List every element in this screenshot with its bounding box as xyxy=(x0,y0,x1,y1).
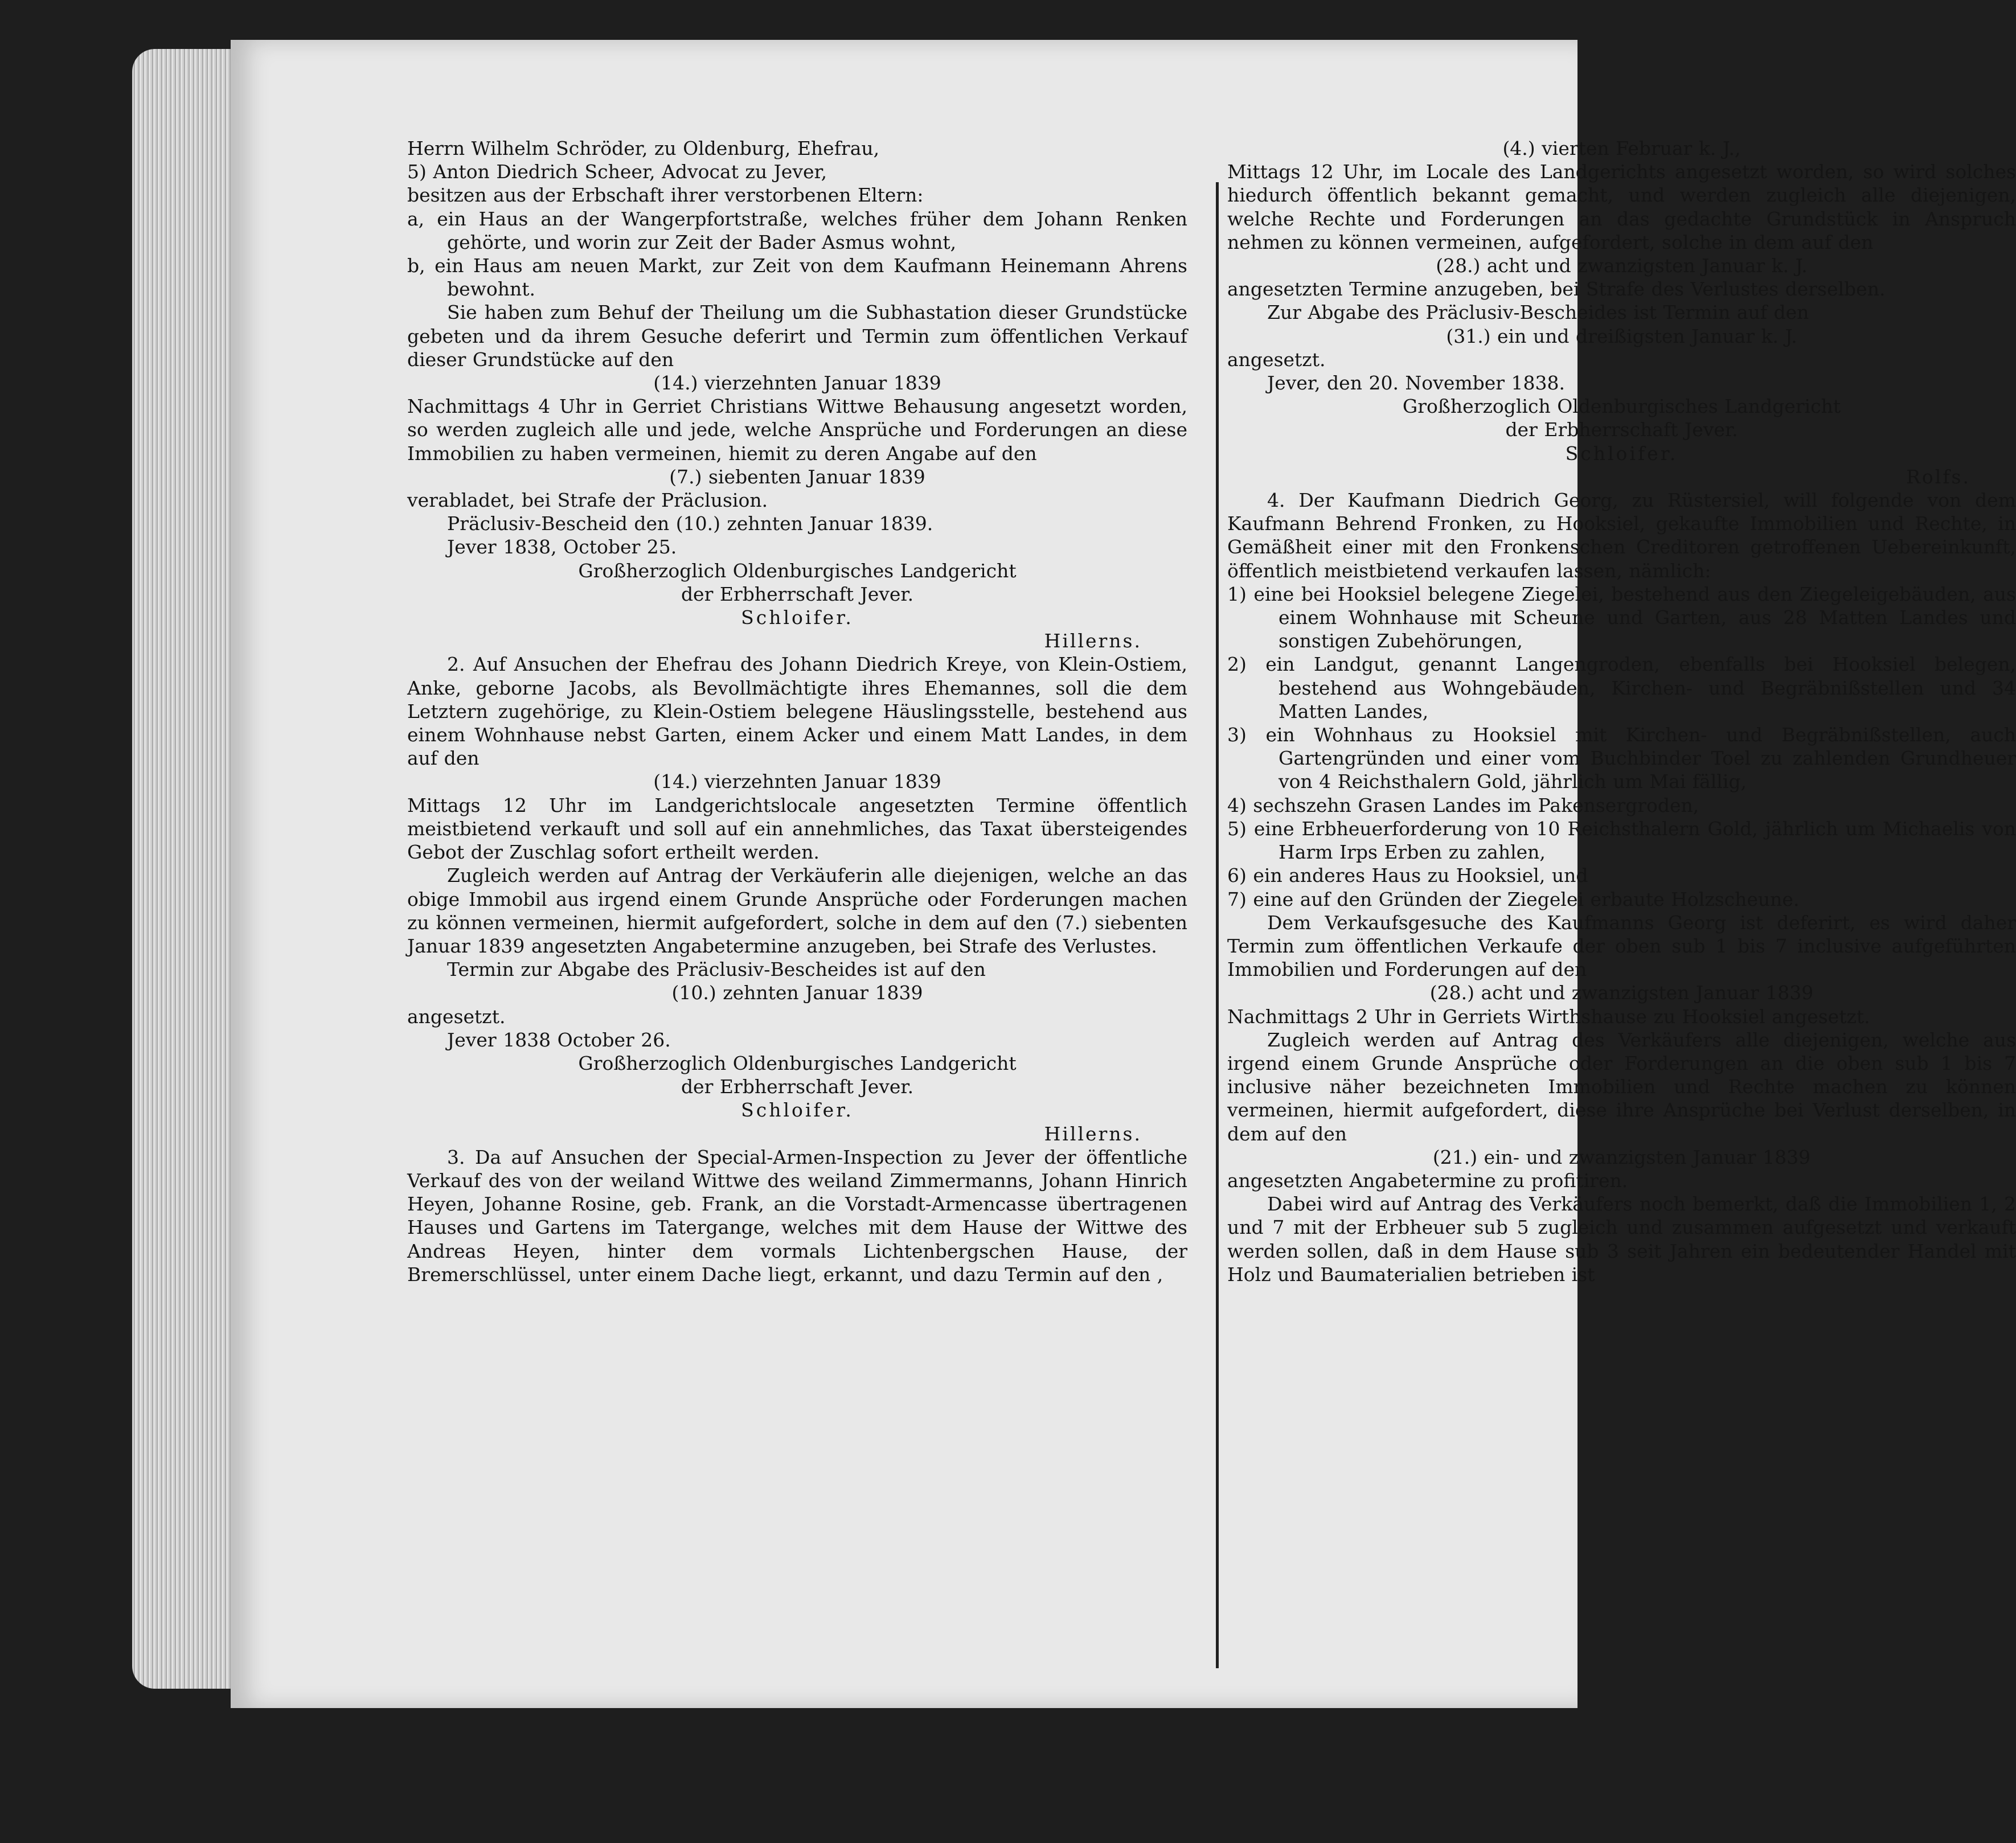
paragraph: der Erbherrschaft Jever. xyxy=(681,582,914,605)
paragraph: 7) eine auf den Gründen der Ziegelei erbaute Holzscheune. xyxy=(1227,888,1800,910)
paragraph: (14.) vierzehnten Januar 1839 xyxy=(653,770,941,793)
paragraph: Hillerns. xyxy=(1044,1122,1142,1145)
paragraph: Jever 1838, October 25. xyxy=(447,536,677,559)
paragraph: verabladet, bei Strafe der Präclusion. xyxy=(407,489,768,512)
paragraph: b, ein Haus am neuen Markt, zur Zeit von dem Kaufmann Heinemann Ahrens bewohnt. xyxy=(407,255,1187,301)
paragraph: Großherzoglich Oldenburgisches Landgericht xyxy=(578,559,1017,582)
paragraph: Schloifer. xyxy=(1565,442,1678,465)
paragraph: Dabei wird auf Antrag des Verkäufers noch bemerkt, daß die Immobilien 1, 2 und 7 mit der Erbheuer sub 5 zugleich und zusammen aufgesetzt und verkauft werden sollen, daß in dem Hause sub 3 seit Jahren ein bedeutender Handel mit Holz und Baumaterialien betrieben ist xyxy=(1227,1193,2016,1286)
paragraph: der Erbherrschaft Jever. xyxy=(681,1076,914,1098)
paragraph: (14.) vierzehnten Januar 1839 xyxy=(653,372,941,395)
paragraph: Herrn Wilhelm Schröder, zu Oldenburg, Ehefrau, xyxy=(407,137,880,159)
left-column xyxy=(407,137,1187,1286)
paragraph: Großherzoglich Oldenburgisches Landgericht xyxy=(1402,395,1841,418)
paragraph: 2) ein Landgut, genannt Langengroden, ebenfalls bei Hooksiel belegen, bestehend aus Wohngebäuden, Kirchen- und Begräbnißstellen und 34 Matten Landes, xyxy=(1227,653,2016,723)
paragraph: (21.) ein- und zwanzigsten Januar 1839 xyxy=(1432,1146,1811,1168)
paragraph: angesetzten Angabetermine zu profitiren. xyxy=(1227,1169,1628,1192)
paragraph: Schloifer. xyxy=(741,1099,854,1122)
paragraph: 5) Anton Diedrich Scheer, Advocat zu Jever, xyxy=(407,161,827,183)
paragraph: angesetzt. xyxy=(1227,348,1326,371)
paragraph: 4) sechszehn Grasen Landes im Pakensergroden, xyxy=(1227,794,1699,816)
paragraph: 2. Auf Ansuchen der Ehefrau des Johann Diedrich Kreye, von Klein-Ostiem, Anke, geborne Jacobs, als Bevollmächtigte ihres Ehemannes, soll die dem Letztern zugehörige, zu Klein-Ostiem belegene Häuslingsstelle, bestehend aus einem Wohnhause nebst Garten, einem Acker und einem Matt Landes, in dem auf den xyxy=(407,653,1187,770)
paragraph: 3. Da auf Ansuchen der Special-Armen-Inspection zu Jever der öffentliche Verkauf des von der weiland Wittwe des weiland Zimmermanns, Johann Hinrich Heyen, Johanne Rosine, geb. Frank, an die Vorstadt-Armencasse übertragenen Hauses und Gartens im Tatergange, welches mit dem Hause der Wittwe des Andreas Heyen, hinter dem vormals Lichtenbergschen Hause, der Bremerschlüssel, unter einem Dache liegt, erkannt, und dazu Termin auf den , xyxy=(407,1146,1187,1286)
paragraph: Hillerns. xyxy=(1044,630,1142,652)
paragraph: der Erbherrschaft Jever. xyxy=(1505,418,1738,441)
paragraph: Zur Abgabe des Präclusiv-Bescheides ist Termin auf den xyxy=(1267,301,1809,324)
paragraph: Zugleich werden auf Antrag des Verkäufers alle diejenigen, welche aus irgend einem Grunde Ansprüche oder Forderungen an die oben sub 1 bis 7 inclusive näher bezeichneten Immobilien und Rechte machen zu können vermeinen, hiermit aufgefordert, diese ihre Ansprüche bei Verlust derselben, in dem auf den xyxy=(1227,1028,2016,1145)
paragraph: (4.) vierten Februar k. J., xyxy=(1502,137,1741,159)
paragraph: Zugleich werden auf Antrag der Verkäuferin alle diejenigen, welche an das obige Immobil aus irgend einem Grunde Ansprüche oder Forderungen machen zu können vermeinen, hiermit aufgefordert, solche in dem auf den (7.) siebenten Januar 1839 angesetzten Angabetermine anzugeben, bei Strafe des Verlustes. xyxy=(407,864,1187,957)
paragraph: (28.) acht und zwanzigsten Januar k. J. xyxy=(1436,255,1808,277)
paragraph: Präclusiv-Bescheid den (10.) zehnten Januar 1839. xyxy=(447,512,933,535)
paragraph: 1) eine bei Hooksiel belegene Ziegelei, bestehend aus den Ziegeleigebäuden, aus einem Wohnhause mit Scheune und Garten, aus 28 Matten Landes und sonstigen Zubehörungen, xyxy=(1227,582,2016,652)
column-divider xyxy=(1216,182,1219,1668)
paragraph: Rolfs. xyxy=(1906,465,1970,488)
paragraph: a, ein Haus an der Wangerpfortstraße, welches früher dem Johann Renken gehörte, und worin zur Zeit der Bader Asmus wohnt, xyxy=(407,207,1187,253)
paragraph: 5) eine Erbheuerforderung von 10 Reichsthalern Gold, jährlich um Michaelis von Harm Irps Erben zu zahlen, xyxy=(1227,817,2016,864)
paragraph: Termin zur Abgabe des Präclusiv-Bescheides ist auf den xyxy=(447,958,986,981)
paragraph: Sie haben zum Behuf der Theilung um die Subhastation dieser Grundstücke gebeten und da ihrem Gesuche deferirt und Termin zum öffentlichen Verkauf dieser Grundstücke auf den xyxy=(407,301,1187,371)
paragraph: Jever 1838 October 26. xyxy=(447,1028,671,1051)
paragraph: angesetzt. xyxy=(407,1005,506,1028)
paragraph: (28.) acht und zwanzigsten Januar 1839 xyxy=(1429,982,1814,1004)
paragraph: Schloifer. xyxy=(741,606,854,629)
paragraph: besitzen aus der Erbschaft ihrer verstorbenen Eltern: xyxy=(407,184,924,207)
paragraph: Dem Verkaufsgesuche des Kaufmanns Georg ist deferirt, es wird daher Termin zum öffentlichen Verkaufe der oben sub 1 bis 7 inclusive aufgeführten Immobilien und Forderungen auf den xyxy=(1227,911,2016,981)
paragraph: Großherzoglich Oldenburgisches Landgericht xyxy=(578,1052,1017,1074)
paragraph: 3) ein Wohnhaus zu Hooksiel mit Kirchen- und Begräbnißstellen, auch Gartengründen und einer vom Buchbinder Toel zu zahlenden Grundheuer von 4 Reichsthalern Gold, jährlich um Mai fällig, xyxy=(1227,724,2016,793)
paragraph: Mittags 12 Uhr, im Locale des Landgerichts angesetzt worden, so wird solches hiedurch öffentlich bekannt gemacht, und werden zugleich alle diejenigen, welche Rechte und Forderungen an das gedachte Grundstück in Anspruch nehmen zu können vermeinen, aufgefordert, solche in dem auf den xyxy=(1227,161,2016,253)
paragraph: Jever, den 20. November 1838. xyxy=(1267,372,1566,395)
paragraph: angesetzten Termine anzugeben, bei Strafe des Verlustes derselben. xyxy=(1227,278,1886,301)
book-page-edges xyxy=(132,49,240,1689)
document-page xyxy=(231,40,2016,1708)
paragraph: (10.) zehnten Januar 1839 xyxy=(671,982,923,1004)
right-column xyxy=(1227,137,2016,1286)
paragraph: 6) ein anderes Haus zu Hooksiel, und xyxy=(1227,864,1588,887)
paragraph: (7.) siebenten Januar 1839 xyxy=(669,465,925,488)
paragraph: Nachmittags 2 Uhr in Gerriets Wirthshause zu Hooksiel angesetzt. xyxy=(1227,1005,1870,1028)
paragraph: 4. Der Kaufmann Diedrich Georg, zu Rüstersiel, will folgende von dem Kaufmann Behrend Fronken, zu Hooksiel, gekaufte Immobilien und Rechte, in Gemäßheit einer mit den Fronkenschen Creditoren getroffenen Uebereinkunft, öffentlich meistbietend verkaufen lassen, nämlich: xyxy=(1227,489,2016,582)
paragraph: Mittags 12 Uhr im Landgerichtslocale angesetzten Termine öffentlich meistbietend verkauft und soll auf ein annehmliches, das Taxat übersteigendes Gebot der Zuschlag sofort ertheilt werden. xyxy=(407,794,1187,864)
paragraph: (31.) ein und dreißigsten Januar k. J. xyxy=(1446,325,1797,347)
paragraph: Nachmittags 4 Uhr in Gerriet Christians Wittwe Behausung angesetzt worden, so werden zugleich alle und jede, welche Ansprüche und Forderungen an diese Immobilien zu haben vermeinen, hiemit zu deren Angabe auf den xyxy=(407,395,1187,465)
